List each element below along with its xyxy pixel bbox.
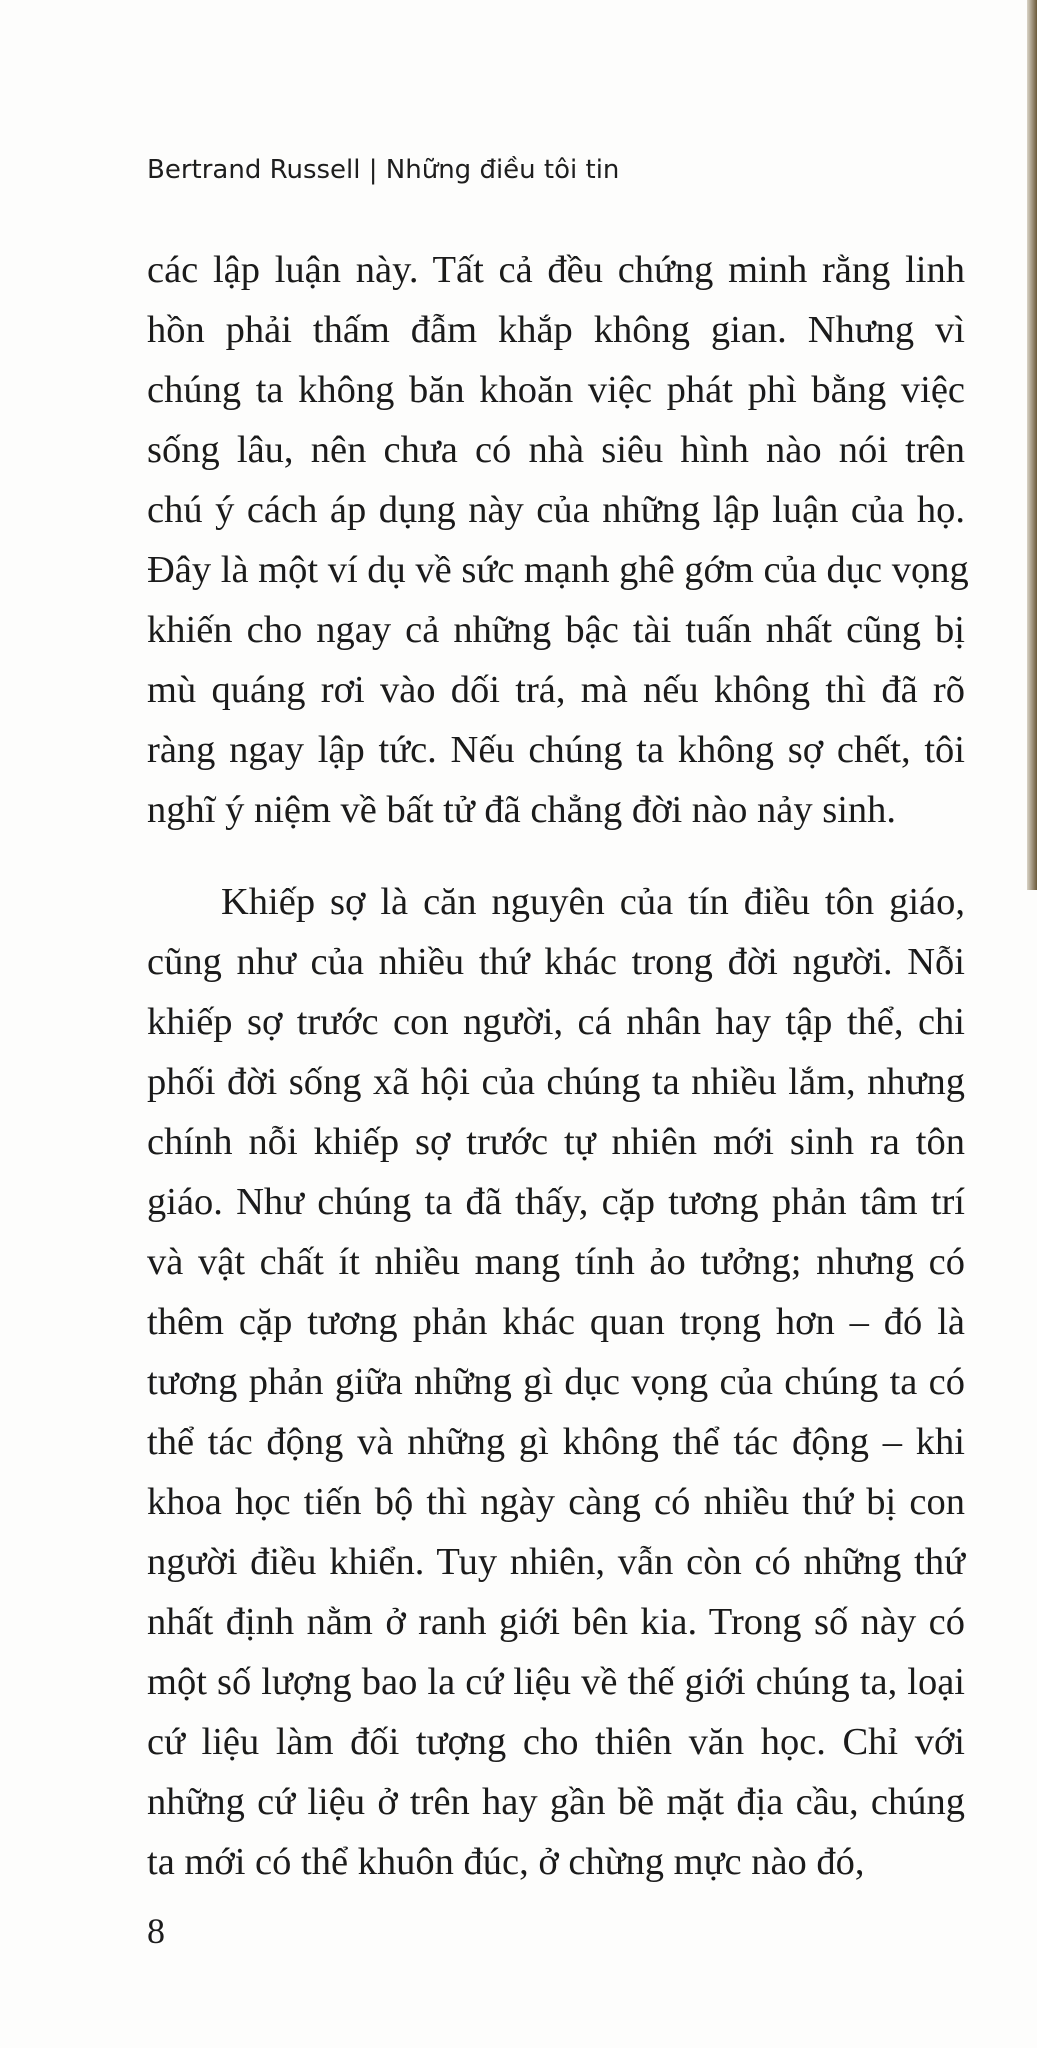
text-line: người điều khiển. Tuy nhiên, vẫn còn có những thứ [147,1541,965,1583]
text-line: cứ liệu làm đối tượng cho thiên văn học. Chỉ với [147,1721,965,1763]
text-line: các lập luận này. Tất cả đều chứng minh rằng linh [147,249,965,291]
text-line: nghĩ ý niệm về bất tử đã chẳng đời nào nảy sinh. [147,789,897,831]
text-line: hồn phải thấm đẫm khắp không gian. Nhưng vì [147,309,965,351]
text-line: chính nỗi khiếp sợ trước tự nhiên mới sinh ra tôn [147,1121,965,1163]
page-edge-shadow [1027,0,1037,890]
text-line: tương phản giữa những gì dục vọng của chúng ta có [147,1361,965,1403]
text-line: và vật chất ít nhiều mang tính ảo tưởng; nhưng có [147,1241,965,1283]
text-line: phối đời sống xã hội của chúng ta nhiều lắm, nhưng [147,1061,965,1103]
text-line: Khiếp sợ là căn nguyên của tín điều tôn giáo, [221,881,965,923]
paragraph-2 [147,872,965,1892]
text-line: khoa học tiến bộ thì ngày càng có nhiều thứ bị con [147,1481,965,1523]
text-line: thêm cặp tương phản khác quan trọng hơn – đó là [147,1301,965,1343]
text-line: chúng ta không băn khoăn việc phát phì bằng việc [147,369,965,411]
text-line: thể tác động và những gì không thể tác động – khi [147,1421,965,1463]
text-line: giáo. Như chúng ta đã thấy, cặp tương phản tâm trí [147,1181,965,1223]
text-line: Đây là một ví dụ về sức mạnh ghê gớm của dục vọng [147,549,969,591]
paragraph-spacer [147,840,965,872]
text-line: khiến cho ngay cả những bậc tài tuấn nhất cũng bị [147,609,965,651]
running-header: Bertrand Russell | Những điều tôi tin [147,155,620,185]
page-number: 8 [147,1911,165,1951]
text-line: sống lâu, nên chưa có nhà siêu hình nào nói trên [147,429,965,471]
paragraph-1 [147,240,969,840]
text-line: chú ý cách áp dụng này của những lập luận của họ. [147,489,965,531]
text-line: những cứ liệu ở trên hay gần bề mặt địa cầu, chúng [147,1781,965,1823]
text-line: ta mới có thể khuôn đúc, ở chừng mực nào đó, [147,1841,865,1883]
text-line: cũng như của nhiều thứ khác trong đời người. Nỗi [147,941,965,983]
text-line: một số lượng bao la cứ liệu về thế giới chúng ta, loại [147,1661,965,1703]
text-line: mù quáng rơi vào dối trá, mà nếu không thì đã rõ [147,669,965,711]
text-line: khiếp sợ trước con người, cá nhân hay tập thể, chi [147,1001,965,1043]
text-line: ràng ngay lập tức. Nếu chúng ta không sợ chết, tôi [147,729,965,771]
text-line: nhất định nằm ở ranh giới bên kia. Trong số này có [147,1601,965,1643]
body-text [147,240,969,1892]
